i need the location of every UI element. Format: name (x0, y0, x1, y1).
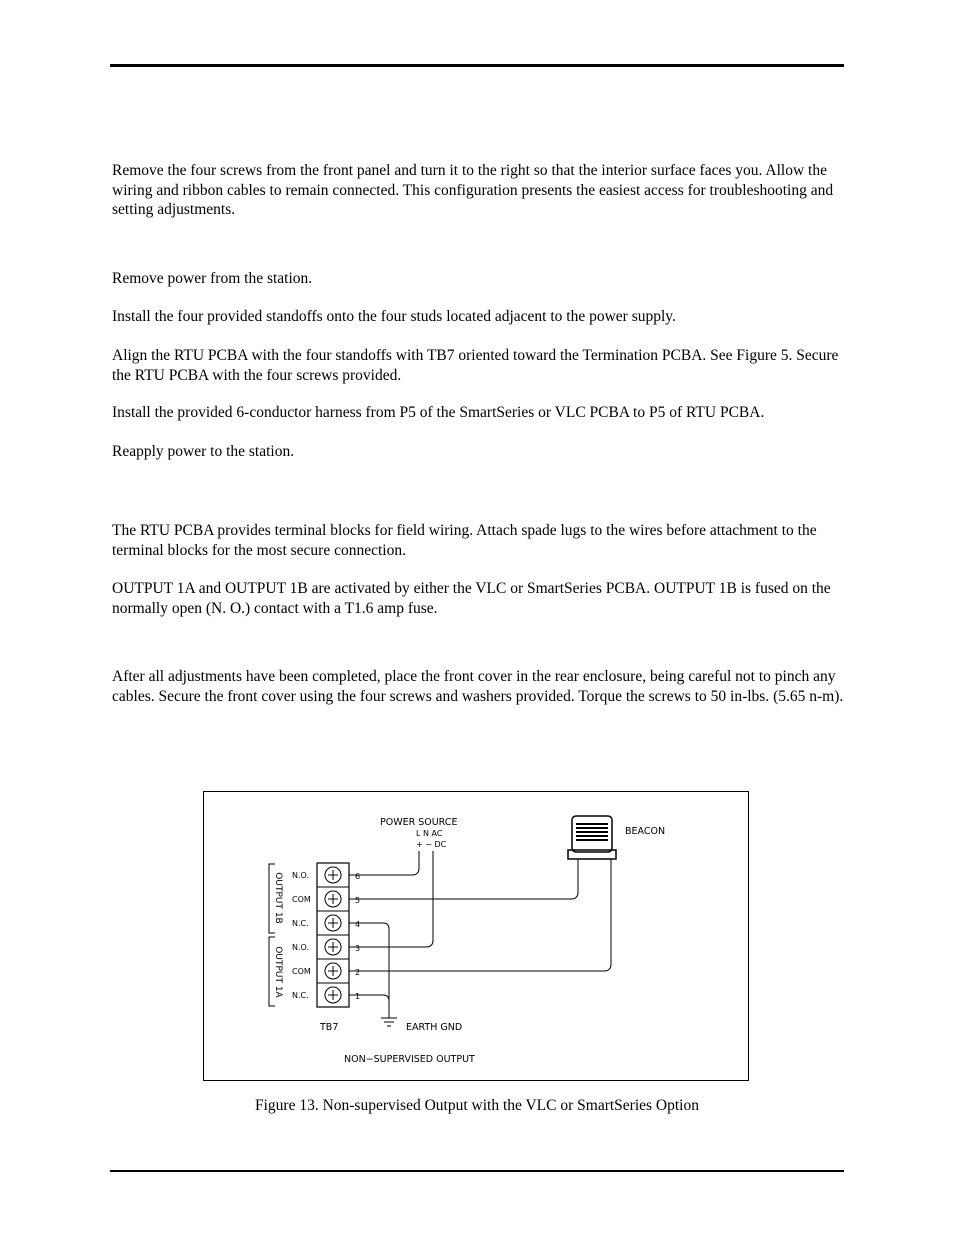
paragraph-remove-power: Remove power from the station. (112, 270, 313, 287)
paragraph-install-harness: Install the provided 6-conductor harness from P5 of the SmartSeries or VLC PCBA to P5 of RTU PCBA. (112, 404, 765, 421)
paragraph-front-panel: Remove the four screws from the front panel and turn it to the right so that the interior surface faces you. Allow the wiring and ribbon cables to remain connected. This configuration presents the easiest access for troubleshooting and setting adjustments. (112, 162, 834, 218)
paragraph-align-rtu: Align the RTU PCBA with the four standoffs with TB7 oriented toward the Termination PCBA. See Figure 5. Secure the RTU PCBA with the four screws provided. (112, 347, 839, 384)
terminal-label: N.O. (292, 943, 310, 952)
terminal-label: N.C. (292, 991, 309, 1000)
power-source-label: POWER SOURCE (380, 817, 458, 828)
terminal-number: 2 (355, 968, 361, 977)
screw-icon (325, 915, 341, 931)
paragraph-terminal-blocks: The RTU PCBA provides terminal blocks for field wiring. Attach spade lugs to the wires before attachment to the terminal blocks for the most secure connection. (112, 522, 817, 559)
screw-icon (325, 987, 341, 1003)
wiring-diagram (203, 791, 749, 1081)
wiring (349, 851, 611, 1026)
paragraph-reapply-power: Reapply power to the station. (112, 443, 295, 460)
screw-icon (325, 939, 341, 955)
terminal-label: N.O. (292, 871, 310, 880)
beacon-icon (568, 816, 616, 859)
screw-icon (325, 963, 341, 979)
terminal-number: 3 (355, 944, 361, 953)
terminal-label: COM (292, 967, 311, 976)
terminal-number: 5 (355, 896, 361, 905)
terminal-number: 6 (355, 872, 361, 881)
terminal-number: 4 (355, 920, 361, 929)
power-ac-label: L N AC (416, 829, 443, 838)
paragraph-install-standoffs: Install the four provided standoffs onto the four studs located adjacent to the power supply. (112, 308, 676, 325)
paragraph-outputs: OUTPUT 1A and OUTPUT 1B are activated by either the VLC or SmartSeries PCBA. OUTPUT 1B is fused on the normally open (N. O.) contact with a T1.6 amp fuse. (112, 580, 831, 617)
paragraph-front-cover: After all adjustments have been completed, place the front cover in the rear enclosure, being careful not to pinch any cables. Secure the front cover using the four screws and washers provided. Torque the screws to 50 in-lbs. (5.65 n-m). (112, 668, 844, 705)
header-rule (110, 64, 844, 67)
footer-rule (110, 1170, 844, 1172)
diagram-footer-label: NON−SUPERVISED OUTPUT (344, 1054, 475, 1065)
beacon-label: BEACON (625, 826, 666, 837)
output-1b-label: OUTPUT 1B (273, 872, 283, 924)
power-dc-label: + − DC (416, 840, 447, 849)
terminal-block-tb7 (317, 863, 349, 1007)
figure-caption: Figure 13. Non-supervised Output with the VLC or SmartSeries Option (254, 1097, 699, 1114)
tb7-label: TB7 (320, 1022, 339, 1033)
output-1a-label: OUTPUT 1A (273, 946, 283, 998)
screw-icon (325, 867, 341, 883)
terminal-number: 1 (355, 992, 361, 1001)
earth-gnd-label: EARTH GND (406, 1022, 463, 1033)
terminal-label: N.C. (292, 919, 309, 928)
terminal-label: COM (292, 895, 311, 904)
screw-icon (325, 891, 341, 907)
